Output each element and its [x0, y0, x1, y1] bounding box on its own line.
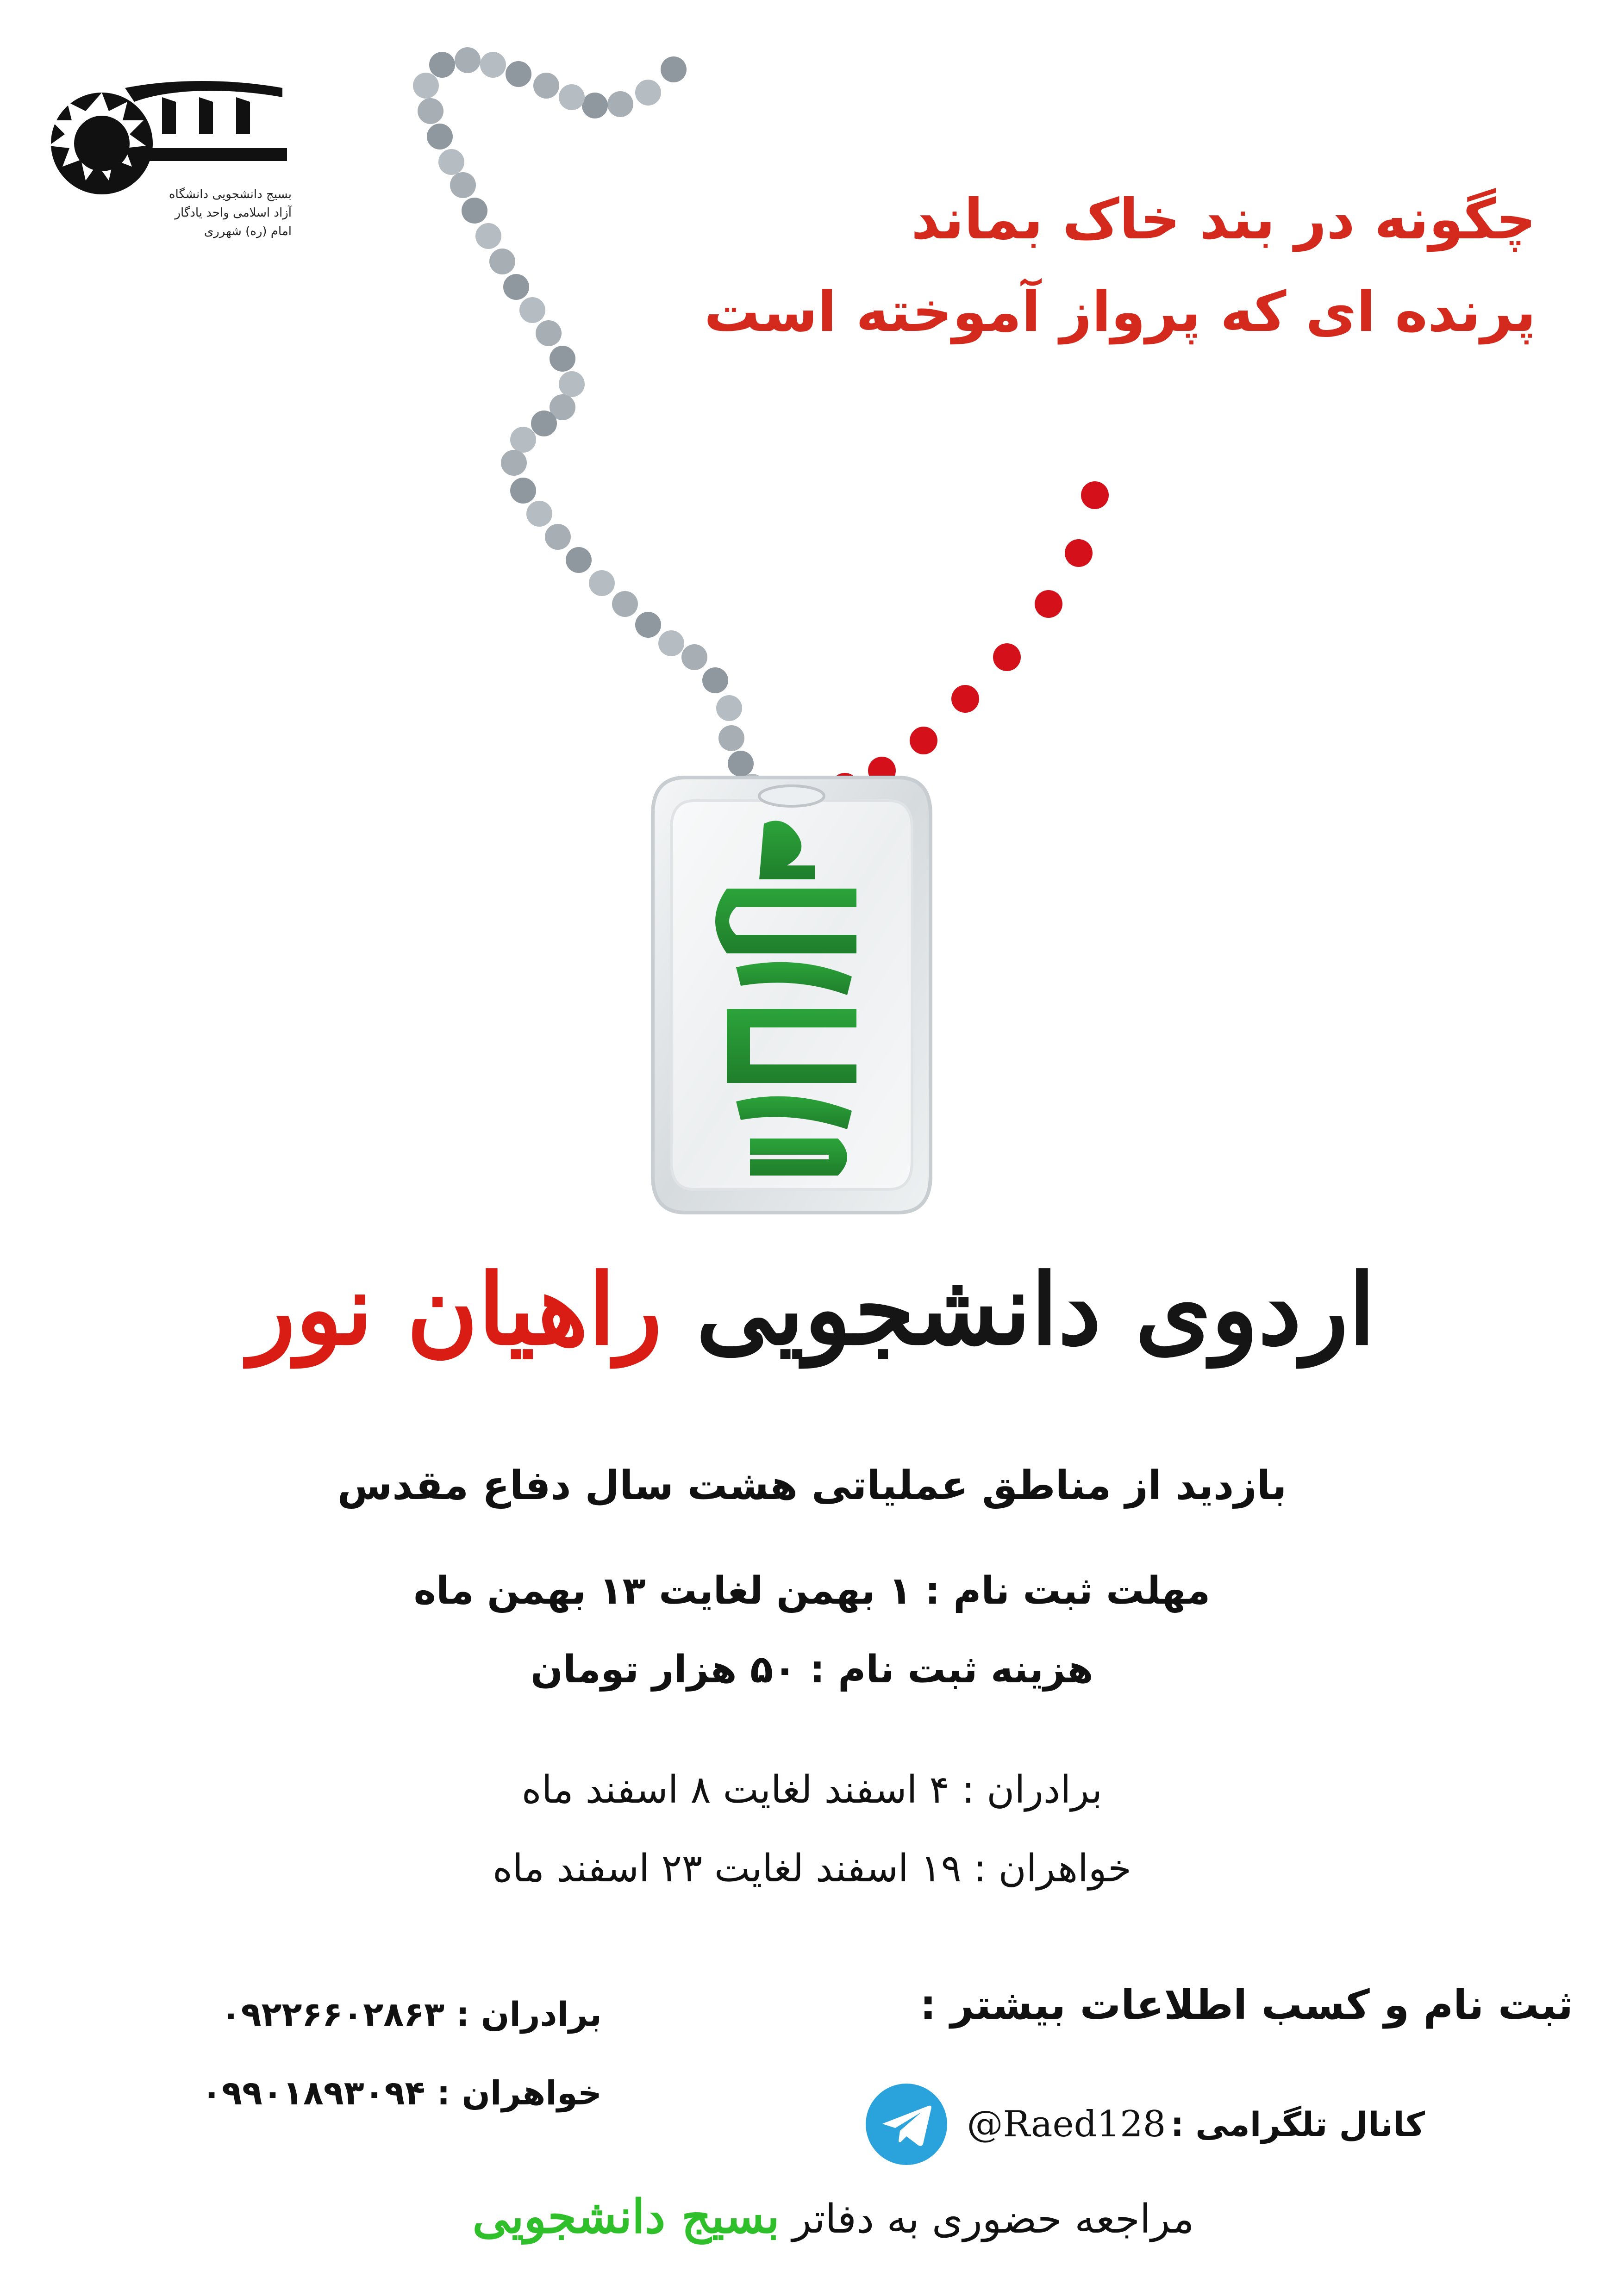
telegram-icon[interactable]: [865, 2083, 948, 2166]
gray-bead: [462, 198, 487, 224]
red-bead: [951, 685, 979, 713]
gray-bead: [607, 91, 633, 117]
subtitle: بازدید از مناطق عملیاتی هشت سال دفاع مقدس: [337, 1462, 1287, 1509]
visit-basij-green: بسیج دانشجویی: [472, 2189, 780, 2244]
red-bead: [910, 727, 937, 754]
gray-bead: [536, 320, 562, 346]
gray-bead: [413, 73, 439, 99]
gray-bead: [510, 478, 536, 504]
headline-line-2: پرنده ای که پرواز آموخته است: [704, 280, 1536, 344]
red-bead: [1081, 481, 1109, 509]
gray-bead: [450, 172, 476, 198]
gray-bead: [438, 149, 464, 175]
gray-bead: [681, 644, 707, 670]
gray-bead: [559, 84, 585, 110]
gray-bead: [718, 725, 744, 751]
gray-bead: [506, 61, 531, 87]
phone-brothers: برادران : ۰۹۲۲۶۶۰۲۸۶۳: [220, 1995, 602, 2034]
gray-bead: [612, 591, 638, 617]
gray-bead: [550, 346, 575, 372]
gray-bead-chain: [413, 47, 777, 818]
gray-bead: [429, 52, 455, 78]
in-person-visit: [463, 2189, 1204, 2244]
telegram-channel[interactable]: [865, 2083, 1425, 2166]
gray-bead: [501, 450, 527, 476]
gray-bead: [503, 274, 529, 300]
gray-bead: [427, 124, 453, 149]
gray-bead: [531, 411, 557, 436]
registration-fee: هزینه ثبت نام : ۵۰ هزار تومان: [531, 1648, 1093, 1692]
registration-heading: ثبت نام و کسب اطلاعات بیشتر :: [920, 1981, 1573, 2028]
red-bead: [993, 643, 1021, 671]
gray-bead: [582, 93, 608, 118]
event-title: [0, 1245, 1624, 1375]
title-red-part: راهیان نور: [249, 1252, 662, 1367]
gray-bead: [716, 695, 742, 721]
gray-bead: [661, 56, 687, 82]
gray-bead: [418, 98, 443, 124]
phone-sisters: خواهران : ۰۹۹۰۱۸۹۳۰۹۴: [201, 2073, 602, 2112]
title-black-part: اردوی دانشجویی: [696, 1252, 1375, 1367]
visit-prefix: مراجعه حضوری به دفاتر: [792, 2196, 1194, 2242]
gray-bead: [635, 80, 661, 106]
gray-bead: [533, 73, 559, 99]
gray-bead: [635, 612, 661, 638]
gray-bead: [559, 371, 585, 397]
red-bead-chain: [831, 481, 1109, 801]
brothers-dates: برادران : ۴ اسفند لغایت ۸ اسفند ماه: [521, 1768, 1103, 1812]
telegram-label: کانال تلگرامی :: [1170, 2105, 1425, 2144]
dog-tag-pendant: [643, 768, 940, 1222]
gray-bead: [702, 667, 728, 693]
gray-bead: [545, 524, 571, 550]
telegram-handle[interactable]: @Raed128: [967, 2103, 1166, 2145]
gray-bead: [480, 52, 506, 78]
gray-bead: [475, 223, 501, 249]
gray-bead: [519, 297, 545, 323]
registration-deadline: مهلت ثبت نام : ۱ بهمن لغایت ۱۳ بهمن ماه: [413, 1569, 1211, 1613]
gray-bead: [658, 630, 684, 656]
headline-line-1: چگونه در بند خاک بماند: [911, 187, 1536, 252]
gray-bead: [566, 547, 592, 573]
red-bead: [1035, 590, 1062, 618]
gray-bead: [455, 47, 481, 73]
gray-bead: [510, 427, 536, 453]
logo-caption: بسیج دانشجویی دانشگاه آزاد اسلامی واحد یادگار امام (ره) شهرری: [169, 187, 292, 238]
red-bead: [1065, 539, 1093, 567]
gray-bead: [589, 570, 615, 596]
gray-bead: [526, 501, 552, 527]
sisters-dates: خواهران : ۱۹ اسفند لغایت ۲۳ اسفند ماه: [493, 1847, 1131, 1891]
gray-bead: [489, 249, 515, 274]
